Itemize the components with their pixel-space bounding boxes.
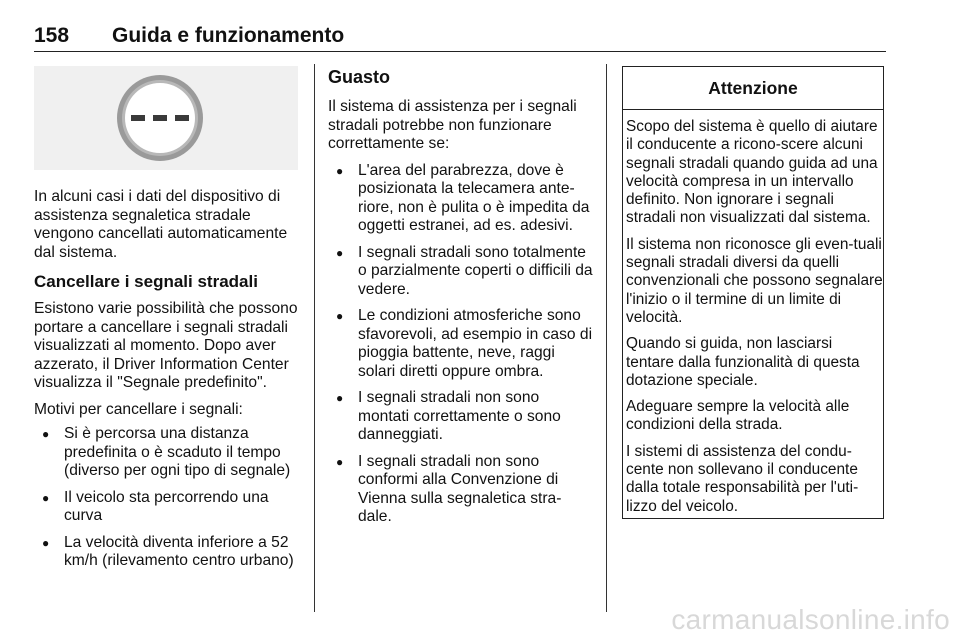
list-item: ● I segnali stradali sono totalmente o parzialmente coperti o difficili da vedere. xyxy=(328,244,594,300)
list-item: ● La velocità diventa inferiore a 52 km/h (rilevamento centro urbano) xyxy=(34,534,300,571)
list-item: ● I segnali stradali non sono conformi alla Convenzione di Vienna sulla segnaletica stra-dale. xyxy=(328,453,594,527)
body-paragraph: Il sistema di assistenza per i segnali stradali potrebbe non funzionare correttamente se: xyxy=(328,98,577,152)
end-of-restrictions-sign-icon xyxy=(34,66,298,170)
page-number: 158 xyxy=(34,24,70,47)
column-divider-1 xyxy=(314,64,315,612)
warning-paragraph: Quando si guida, non lasciarsi tentare dalla funzionalità di questa dotazione speciale. xyxy=(626,335,860,389)
warning-paragraph: Il sistema non riconosce gli even-tuali segnali stradali diversi da quelli convenzionali che possono segnalare l'inizio o il termine di un limite di velocità. xyxy=(626,235,883,326)
warning-body xyxy=(623,110,883,516)
list-item: ● L'area del parabrezza, dove è posizionata la telecamera ante-riore, non è pulita o è impedita da oggetti estranei, ad es. adesivi. xyxy=(328,162,594,236)
column-divider-2 xyxy=(606,64,607,612)
list-item: ● Le condizioni atmosferiche sono sfavorevoli, ad esempio in caso di pioggia battente, neve, raggi solari diretti oppure ombra. xyxy=(328,307,594,381)
column-2 xyxy=(328,66,594,535)
chapter-title: Guida e funzionamento xyxy=(112,24,345,47)
list-item: ● Il veicolo sta percorrendo una curva xyxy=(34,489,300,526)
warning-paragraph: Adeguare sempre la velocità alle condizioni della strada. xyxy=(626,398,850,434)
body-paragraph: Esistono varie possibilità che possono portare a cancellare i segnali stradali visualizzati al momento. Dopo aver azzerato, il Driver Information Center visualizza il "Segnale predefinito". xyxy=(34,300,298,391)
section-heading-fault: Guasto xyxy=(328,67,391,87)
warning-box xyxy=(622,66,884,519)
sign-illustration xyxy=(34,66,298,170)
warning-title: Attenzione xyxy=(623,67,883,110)
section-heading-cancel-signs: Cancellare i segnali stradali xyxy=(34,272,258,291)
warning-paragraph: Scopo del sistema è quello di aiutare il conducente a ricono-scere alcuni segnali stradali quando guida ad una velocità compresa in un intervallo definito. Non ignorare i segnali stradali non visualizzati dal sistema. xyxy=(626,118,878,227)
body-paragraph: Motivi per cancellare i segnali: xyxy=(34,400,243,418)
watermark: carmanualsonline.info xyxy=(671,604,950,635)
list-item: ● I segnali stradali non sono montati correttamente o sono danneggiati. xyxy=(328,389,594,445)
column-1 xyxy=(34,66,300,579)
list-item: ● Si è percorsa una distanza predefinita o è scaduto il tempo (diverso per ogni tipo di segnale) xyxy=(34,425,300,481)
intro-paragraph: In alcuni casi i dati del dispositivo di assistenza segnaletica stradale vengono cancellati automaticamente dal sistema. xyxy=(34,188,288,261)
bullet-list xyxy=(34,425,300,571)
warning-paragraph: I sistemi di assistenza del condu-cente non sollevano il conducente dalla totale responsabilità per l'uti-lizzo del veicolo. xyxy=(626,442,859,515)
bullet-list xyxy=(328,162,594,527)
page-header xyxy=(34,22,886,52)
